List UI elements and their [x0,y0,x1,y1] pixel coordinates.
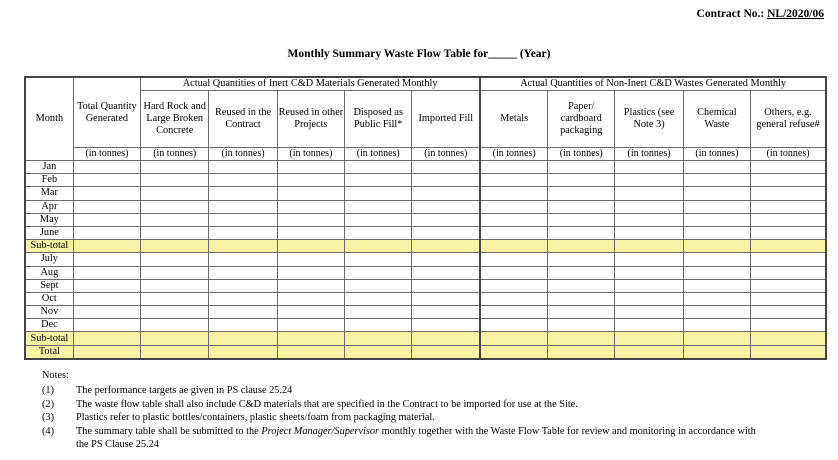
table-cell[interactable] [412,226,480,239]
table-cell[interactable] [73,332,140,345]
table-cell[interactable] [277,213,344,226]
table-cell[interactable] [73,266,140,279]
table-cell[interactable] [751,345,826,359]
table-body [25,161,826,359]
table-cell[interactable] [480,332,547,345]
month-row [25,306,826,319]
header-metals: Metals [480,91,547,148]
table-cell[interactable] [548,345,615,359]
table-cell[interactable] [548,200,615,213]
table-cell[interactable] [277,332,344,345]
unit-cell: (in tonnes) [751,148,826,161]
table-cell[interactable] [751,200,826,213]
subtotal-row [25,240,826,253]
table-cell[interactable] [751,279,826,292]
row-label: Mar [25,187,73,200]
table-cell[interactable] [615,240,683,253]
row-label: Sub-total [25,332,73,345]
note-number: (1) [42,385,55,396]
table-cell[interactable] [345,306,412,319]
table-cell[interactable] [73,345,140,359]
table-cell[interactable] [615,319,683,332]
table-cell[interactable] [345,213,412,226]
table-cell[interactable] [345,253,412,266]
row-label: Total [25,345,73,359]
table-cell[interactable] [683,279,750,292]
table-cell[interactable] [412,332,480,345]
table-cell[interactable] [141,187,209,200]
waste-flow-table [24,76,827,360]
month-row [25,226,826,239]
unit-cell: (in tonnes) [141,148,209,161]
table-cell[interactable] [615,174,683,187]
table-cell[interactable] [751,306,826,319]
table-cell[interactable] [480,345,547,359]
header-non-inert-group: Actual Quantities of Non-Inert C&D Wastes Generated Monthly [480,77,826,91]
table-cell[interactable] [751,226,826,239]
table-cell[interactable] [277,200,344,213]
contract-label: Contract No.: [696,8,765,20]
table-cell[interactable] [683,345,750,359]
table-cell[interactable] [751,253,826,266]
unit-cell: (in tonnes) [412,148,480,161]
table-cell[interactable] [548,306,615,319]
month-row [25,161,826,174]
table-cell[interactable] [345,319,412,332]
note-number: (3) [42,412,55,423]
table-cell[interactable] [683,161,750,174]
unit-cell: (in tonnes) [209,148,277,161]
table-cell[interactable] [277,161,344,174]
note-number: (2) [42,398,55,410]
table-cell[interactable] [141,292,209,305]
table-cell[interactable] [209,279,277,292]
table-cell[interactable] [683,174,750,187]
table-cell[interactable] [480,240,547,253]
table-cell[interactable] [277,253,344,266]
row-label: Sub-total [25,240,73,253]
table-cell[interactable] [480,213,547,226]
note-item [42,425,766,452]
table-cell[interactable] [141,226,209,239]
month-row [25,200,826,213]
month-row [25,253,826,266]
table-cell[interactable] [209,292,277,305]
table-cell[interactable] [345,292,412,305]
table-cell[interactable] [412,266,480,279]
table-cell[interactable] [141,266,209,279]
table-cell[interactable] [209,345,277,359]
table-cell[interactable] [683,240,750,253]
table-cell[interactable] [141,345,209,359]
table-cell[interactable] [345,266,412,279]
table-cell[interactable] [345,332,412,345]
row-label: May [25,213,73,226]
month-row [25,319,826,332]
table-cell[interactable] [345,174,412,187]
table-cell[interactable] [548,161,615,174]
unit-cell: (in tonnes) [615,148,683,161]
table-cell[interactable] [141,279,209,292]
table-cell[interactable] [480,187,547,200]
table-cell[interactable] [412,187,480,200]
header-chemical-waste: Chemical Waste [683,91,750,148]
row-label: July [25,253,73,266]
table-cell[interactable] [141,253,209,266]
table-cell[interactable] [751,187,826,200]
table-cell[interactable] [209,266,277,279]
unit-cell: (in tonnes) [548,148,615,161]
notes-title: Notes: [42,370,69,381]
row-label: Nov [25,306,73,319]
total-row [25,345,826,359]
table-cell[interactable] [345,226,412,239]
table-cell[interactable] [73,279,140,292]
table-cell[interactable] [548,174,615,187]
table-cell[interactable] [412,292,480,305]
table-cell[interactable] [277,292,344,305]
table-cell[interactable] [412,174,480,187]
table-cell[interactable] [683,187,750,200]
table-cell[interactable] [683,213,750,226]
header-total-quantity: Total Quantity Generated [73,77,140,148]
contract-value: NL/2020/06 [767,8,824,20]
unit-cell: (in tonnes) [683,148,750,161]
note-item [42,398,766,412]
table-cell[interactable] [615,345,683,359]
table-cell[interactable] [277,345,344,359]
table-cell[interactable] [277,174,344,187]
table-cell[interactable] [209,200,277,213]
table-cell[interactable] [615,266,683,279]
table-cell[interactable] [345,161,412,174]
table-cell[interactable] [73,200,140,213]
table-cell[interactable] [480,279,547,292]
header-others: Others, e.g. general refuse# [751,91,826,148]
table-cell[interactable] [615,306,683,319]
table-cell[interactable] [73,187,140,200]
table-cell[interactable] [209,319,277,332]
table-cell[interactable] [209,332,277,345]
table-cell[interactable] [480,319,547,332]
table-cell[interactable] [141,319,209,332]
table-cell[interactable] [548,240,615,253]
table-cell[interactable] [751,292,826,305]
table-cell[interactable] [277,306,344,319]
table-cell[interactable] [209,240,277,253]
subtotal-row [25,332,826,345]
header-reused-contract: Reused in the Contract [209,91,277,148]
page-title: Monthly Summary Waste Flow Table for_____ (Year) [287,48,551,60]
table-cell[interactable] [751,266,826,279]
table-cell[interactable] [345,200,412,213]
header-plastics: Plastics (see Note 3) [615,91,683,148]
table-cell[interactable] [412,345,480,359]
table-cell[interactable] [683,306,750,319]
table-cell[interactable] [683,319,750,332]
table-cell[interactable] [548,319,615,332]
table-cell[interactable] [615,187,683,200]
table-cell[interactable] [480,226,547,239]
row-label: Feb [25,174,73,187]
note-text: The waste flow table shall also include C&D materials that are specified in the Contract to be imported for use at the Site. [76,398,578,410]
table-cell[interactable] [209,226,277,239]
table-cell[interactable] [73,240,140,253]
table-cell[interactable] [751,161,826,174]
table-cell[interactable] [548,213,615,226]
table-cell[interactable] [615,253,683,266]
table-cell[interactable] [548,332,615,345]
row-label: Oct [25,292,73,305]
table-cell[interactable] [480,200,547,213]
table-cell[interactable] [412,319,480,332]
table-cell[interactable] [412,279,480,292]
row-label: Jan [25,161,73,174]
table-cell[interactable] [683,266,750,279]
table-cell[interactable] [615,332,683,345]
table-cell[interactable] [73,226,140,239]
note-text: Plastics refer to plastic bottles/containers, plastic sheets/foam from packaging material. [76,412,435,423]
table-cell[interactable] [277,240,344,253]
row-label: Dec [25,319,73,332]
table-cell[interactable] [751,174,826,187]
notes-section [42,370,766,452]
table-cell[interactable] [277,187,344,200]
table-cell[interactable] [480,292,547,305]
header-month: Month [25,77,73,161]
header-reused-other: Reused in other Projects [277,91,344,148]
table-cell[interactable] [412,253,480,266]
table-cell[interactable] [73,253,140,266]
table-cell[interactable] [548,266,615,279]
table-cell[interactable] [277,226,344,239]
unit-cell: (in tonnes) [480,148,547,161]
table-cell[interactable] [548,253,615,266]
table-cell[interactable] [751,319,826,332]
table-cell[interactable] [141,213,209,226]
header-disposed-public-fill: Disposed as Public Fill* [345,91,412,148]
table-cell[interactable] [683,226,750,239]
table-cell[interactable] [480,161,547,174]
table-cell[interactable] [683,200,750,213]
contract-number [697,8,824,20]
table-cell[interactable] [548,187,615,200]
table-cell[interactable] [412,240,480,253]
table-cell[interactable] [615,161,683,174]
table-cell[interactable] [615,292,683,305]
table-cell[interactable] [615,279,683,292]
table-cell[interactable] [73,174,140,187]
note-emphasis: Project Manager/Supervisor [261,425,380,437]
month-row [25,266,826,279]
month-row [25,279,826,292]
table-cell[interactable] [209,161,277,174]
header-paper: Paper/ cardboard packaging [548,91,615,148]
table-cell[interactable] [73,213,140,226]
table-cell[interactable] [73,306,140,319]
table-cell[interactable] [548,279,615,292]
table-cell[interactable] [345,279,412,292]
unit-cell: (in tonnes) [345,148,412,161]
row-label: June [25,226,73,239]
table-cell[interactable] [141,332,209,345]
header-imported-fill: Imported Fill [412,91,480,148]
table-cell[interactable] [209,213,277,226]
note-text: The summary table shall be submitted to the Project Manager/Supervisor monthly together with the Waste Flow Table for review and monitoring in accordance with the PS Clause 25.24 [76,425,756,450]
table-cell[interactable] [73,292,140,305]
table-cell[interactable] [412,306,480,319]
table-cell[interactable] [412,200,480,213]
table-cell[interactable] [345,187,412,200]
table-cell[interactable] [73,319,140,332]
unit-cell: (in tonnes) [277,148,344,161]
header-hard-rock: Hard Rock and Large Broken Concrete [141,91,209,148]
table-cell[interactable] [412,161,480,174]
table-cell[interactable] [141,174,209,187]
table-cell[interactable] [480,174,547,187]
row-label: Sept [25,279,73,292]
table-cell[interactable] [141,200,209,213]
table-cell[interactable] [73,161,140,174]
table-cell[interactable] [141,161,209,174]
note-number: (4) [42,425,55,437]
table-cell[interactable] [209,306,277,319]
table-cell[interactable] [141,240,209,253]
table-cell[interactable] [683,292,750,305]
table-cell[interactable] [209,253,277,266]
note-item [42,411,766,425]
month-row [25,174,826,187]
table-cell[interactable] [683,253,750,266]
table-cell[interactable] [277,279,344,292]
table-cell[interactable] [751,332,826,345]
table-cell[interactable] [209,174,277,187]
month-row [25,213,826,226]
note-text: The performance targets ae given in PS clause 25.24 [76,385,293,396]
table-cell[interactable] [751,213,826,226]
table-cell[interactable] [345,240,412,253]
month-row [25,187,826,200]
table-cell[interactable] [277,319,344,332]
table-cell[interactable] [141,306,209,319]
table-cell[interactable] [480,253,547,266]
table-cell[interactable] [615,226,683,239]
table-cell[interactable] [683,332,750,345]
unit-cell: (in tonnes) [73,148,140,161]
month-row [25,292,826,305]
header-inert-group: Actual Quantities of Inert C&D Materials Generated Monthly [141,77,481,91]
table-cell[interactable] [277,266,344,279]
table-cell[interactable] [751,240,826,253]
table-cell[interactable] [412,213,480,226]
table-cell[interactable] [480,266,547,279]
note-item [42,384,766,398]
table-cell[interactable] [615,200,683,213]
table-cell[interactable] [548,292,615,305]
table-cell[interactable] [548,226,615,239]
table-cell[interactable] [345,345,412,359]
table-cell[interactable] [209,187,277,200]
table-cell[interactable] [480,306,547,319]
table-cell[interactable] [615,213,683,226]
row-label: Aug [25,266,73,279]
row-label: Apr [25,200,73,213]
